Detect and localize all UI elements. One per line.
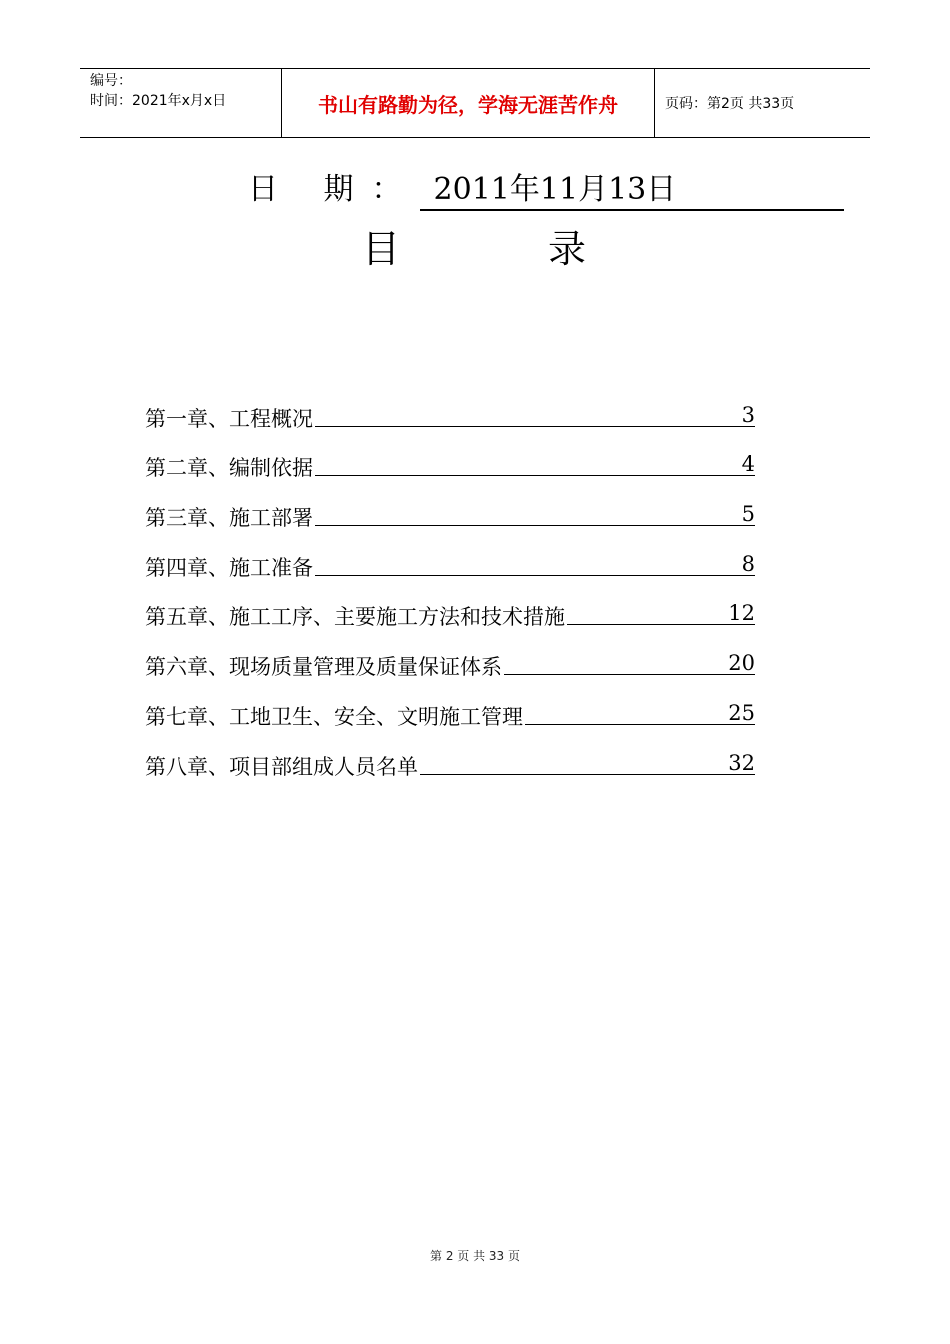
date-value: 2011年11月13日 xyxy=(420,171,844,211)
date-line xyxy=(248,164,844,211)
toc-entry[interactable] xyxy=(145,731,755,781)
toc-leader xyxy=(525,724,726,725)
toc-entry[interactable] xyxy=(145,383,755,433)
toc-leader xyxy=(315,525,740,526)
date-label: 日 期： xyxy=(248,172,420,207)
header-page-cell xyxy=(655,69,870,137)
toc-entry[interactable] xyxy=(145,433,755,483)
toc-entry-title: 第八章、项目部组成人员名单 xyxy=(145,754,418,779)
number-label: 编号： xyxy=(90,73,132,89)
toc-entry[interactable] xyxy=(145,532,755,582)
document-header xyxy=(80,68,870,138)
toc-entry-page: 5 xyxy=(741,502,755,527)
toc-leader xyxy=(315,575,740,576)
page-footer: 第 2 页 共 33 页 xyxy=(430,1249,520,1263)
toc-entry-page: 3 xyxy=(741,402,755,427)
toc-entry-page: 20 xyxy=(728,651,755,676)
toc-entry-title: 第六章、现场质量管理及质量保证体系 xyxy=(145,655,502,680)
toc-title-char-2: 录 xyxy=(548,227,587,271)
header-meta xyxy=(80,69,281,137)
toc-leader xyxy=(504,674,726,675)
toc-entry[interactable] xyxy=(145,631,755,681)
toc-entry-page: 8 xyxy=(741,551,755,576)
toc-title-char-1: 目 xyxy=(362,227,401,271)
header-motto-cell xyxy=(281,69,655,137)
toc-entry-page: 32 xyxy=(728,750,755,775)
toc-leader xyxy=(420,774,726,775)
toc-entry-page: 12 xyxy=(728,601,755,626)
toc-entry-title: 第五章、施工工序、主要施工方法和技术措施 xyxy=(145,605,565,630)
toc-leader xyxy=(567,624,726,625)
toc-entry[interactable] xyxy=(145,482,755,532)
page-info: 页码：第2页 共33页 xyxy=(665,96,795,112)
toc-leader xyxy=(315,475,740,476)
toc-entry-title: 第二章、编制依据 xyxy=(145,456,313,481)
toc-entry-title: 第三章、施工部署 xyxy=(145,506,313,531)
toc-entry-title: 第一章、工程概况 xyxy=(145,406,313,431)
time-label: 时间：2021年x月x日 xyxy=(90,93,227,109)
motto-text: 书山有路勤为径，学海无涯苦作舟 xyxy=(318,92,618,117)
table-of-contents xyxy=(145,383,755,781)
toc-entry-title: 第四章、施工准备 xyxy=(145,555,313,580)
toc-entry-page: 25 xyxy=(728,700,755,725)
toc-entry-page: 4 xyxy=(741,452,755,477)
toc-entry-title: 第七章、工地卫生、安全、文明施工管理 xyxy=(145,704,523,729)
toc-entry[interactable] xyxy=(145,582,755,632)
toc-leader xyxy=(315,426,740,427)
toc-entry[interactable] xyxy=(145,681,755,731)
